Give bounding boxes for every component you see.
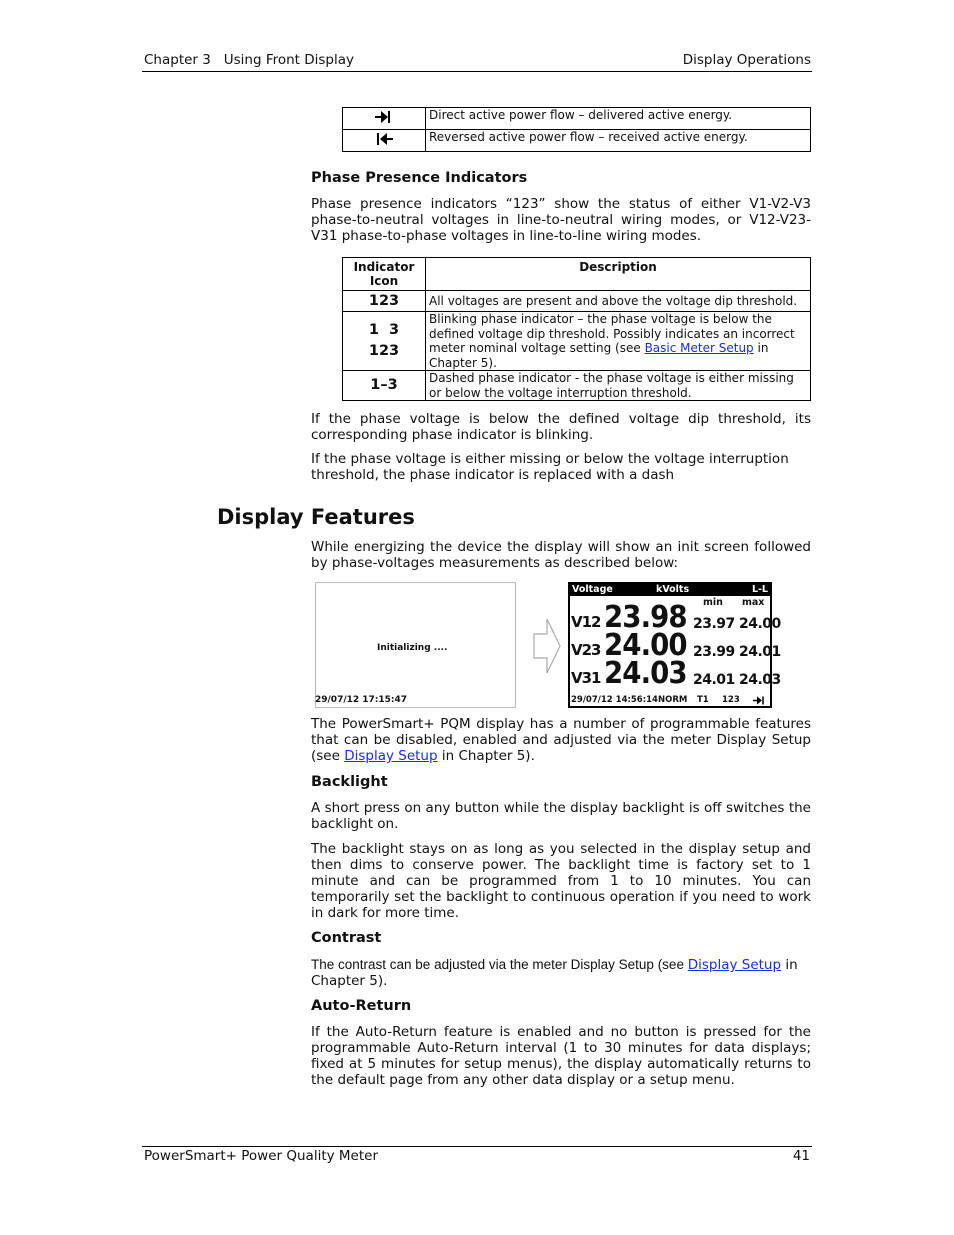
header-chapter-number: Chapter 3 (144, 52, 211, 68)
lcd-row-min: 23.99 (693, 644, 735, 660)
init-screen-image (315, 582, 516, 708)
lcd-row-min: 24.01 (693, 672, 735, 688)
phase-section-title: Phase Presence Indicators (311, 170, 528, 186)
phase-desc-all: All voltages are present and above the voltage dip threshold. (426, 291, 811, 312)
auto-return-title: Auto-Return (311, 998, 412, 1014)
header-section: Display Operations (682, 52, 811, 68)
lcd-row-max: 24.01 (739, 644, 781, 660)
lcd-row-value: 23.98 (604, 600, 687, 635)
contrast-para-pre: The contrast can be adjusted via the meter Display Setup (see (311, 957, 688, 972)
table-row (343, 130, 811, 152)
phase-intro: Phase presence indicators “123” show the status of either V1-V2-V3 phase-to-neutral voltages in line-to-neutral wiring modes, or V12-V23-V31 phase-to-phase voltages in line-to-line wiring modes. (311, 196, 811, 244)
lcd-mode: L-L (751, 584, 768, 595)
header-chapter (144, 52, 354, 68)
col-description-header: Description (426, 258, 811, 291)
contrast-display-setup-link[interactable]: Display Setup (687, 957, 782, 973)
prog-para-pre: The PowerSmart+ PQM display has a number of programmable features that can be disabled, enabled and adjusted via the meter Display Setup (see (311, 716, 811, 764)
lcd-row-max: 24.00 (739, 616, 781, 632)
phase-icon-blinking (343, 312, 426, 371)
table-row (343, 371, 811, 401)
prog-para-post: in Chapter 5). (437, 748, 535, 764)
lcd-row-label: V31 (571, 669, 601, 687)
lcd-unit: kVolts (656, 584, 690, 595)
header-rule (142, 71, 812, 72)
display-features-heading: Display Features (217, 505, 415, 529)
lcd-col-max: max (742, 597, 765, 608)
lcd-footer-phases: 123 (722, 695, 740, 705)
voltage-screen-image (568, 582, 781, 708)
arrow-right-icon (533, 617, 561, 675)
table-row (343, 108, 811, 130)
programmable-features-para (311, 716, 811, 764)
arrow-right-bar-icon (343, 108, 426, 130)
init-screen-text: Initializing .... (377, 643, 448, 653)
phase-para-2: If the phase voltage is either missing or below the voltage interruption threshold, the phase indicator is replaced with a dash (311, 451, 789, 483)
backlight-para-1: A short press on any button while the display backlight is off switches the backlight on. (311, 800, 811, 832)
footer-title: PowerSmart+ Power Quality Meter (144, 1148, 378, 1164)
lcd-row-value: 24.00 (604, 628, 687, 663)
backlight-para-2: The backlight stays on as long as you selected in the display setup and then dims to conserve power. The backlight time is factory set to 1 minute and can be programmed from 1 to 10 minutes. You can temporarily set the backlight to continuous operation if you need to work in dark for more time. (311, 841, 811, 921)
col-indicator-header: Indicator Icon (343, 258, 426, 291)
phase-desc-blinking (426, 312, 811, 371)
lcd-row-label: V23 (571, 641, 601, 659)
table-row (343, 312, 811, 371)
lcd-row-label: V12 (571, 613, 601, 631)
phase-desc-dashed: Dashed phase indicator - the phase voltage is either missing or below the voltage interruption threshold. (426, 371, 811, 401)
page-number: 41 (792, 1148, 810, 1164)
power-flow-icon (753, 696, 765, 705)
phase-indicator-table (342, 257, 811, 401)
contrast-para-post: in Chapter 5). (311, 957, 798, 989)
lcd-title: Voltage (572, 584, 613, 595)
lcd-row-min: 23.97 (693, 616, 735, 632)
lcd-title-bar (570, 584, 770, 596)
lcd-col-min: min (703, 597, 723, 608)
arrow-left-bar-icon (343, 130, 426, 152)
lcd-footer-datetime: 29/07/12 14:56:14 (571, 695, 658, 705)
table-header-row (343, 258, 811, 291)
display-features-intro: While energizing the device the display will show an init screen followed by phase-voltages measurements as described below: (311, 539, 811, 571)
phase-desc-blinking-post: in Chapter 5). (429, 341, 769, 370)
init-screen-datetime: 29/07/12 17:15:47 (315, 695, 408, 705)
phase-icon-blink-a: 1 3 (368, 322, 400, 338)
power-flow-table (342, 107, 811, 152)
auto-return-para: If the Auto-Return feature is enabled and no button is pressed for the programmable Auto-Return interval (1 to 30 minutes for data displays; fixed at 5 minutes for setup menus), the display automatically returns to the default page from any other data display or a setup menu. (311, 1024, 811, 1088)
lcd-row-value: 24.03 (604, 656, 687, 691)
footer-rule (142, 1146, 812, 1147)
phase-para-1: If the phase voltage is below the defined voltage dip threshold, its corresponding phase indicator is blinking. (311, 411, 811, 443)
display-setup-link[interactable]: Display Setup (344, 748, 438, 764)
table-row (343, 291, 811, 312)
phase-desc-blinking-pre: Blinking phase indicator – the phase voltage is below the defined voltage dip threshold. Possibly indicates an incorrect meter nominal voltage setting (see (429, 312, 795, 355)
backlight-title: Backlight (311, 774, 388, 790)
lcd-footer-tariff: T1 (697, 695, 709, 705)
lcd-row-max: 24.03 (739, 672, 781, 688)
flow-direct-text: Direct active power flow – delivered active energy. (426, 108, 811, 130)
contrast-title: Contrast (311, 930, 382, 946)
phase-icon-all: 123 (343, 291, 426, 312)
basic-meter-setup-link[interactable]: Basic Meter Setup (644, 341, 754, 355)
phase-icon-dashed: 1–3 (343, 371, 426, 401)
flow-reversed-text: Reversed active power flow – received active energy. (426, 130, 811, 152)
contrast-para (311, 957, 811, 989)
header-chapter-title: Using Front Display (223, 52, 355, 68)
lcd-footer-status: NORM (658, 695, 688, 705)
phase-icon-blink-b: 123 (368, 343, 400, 359)
